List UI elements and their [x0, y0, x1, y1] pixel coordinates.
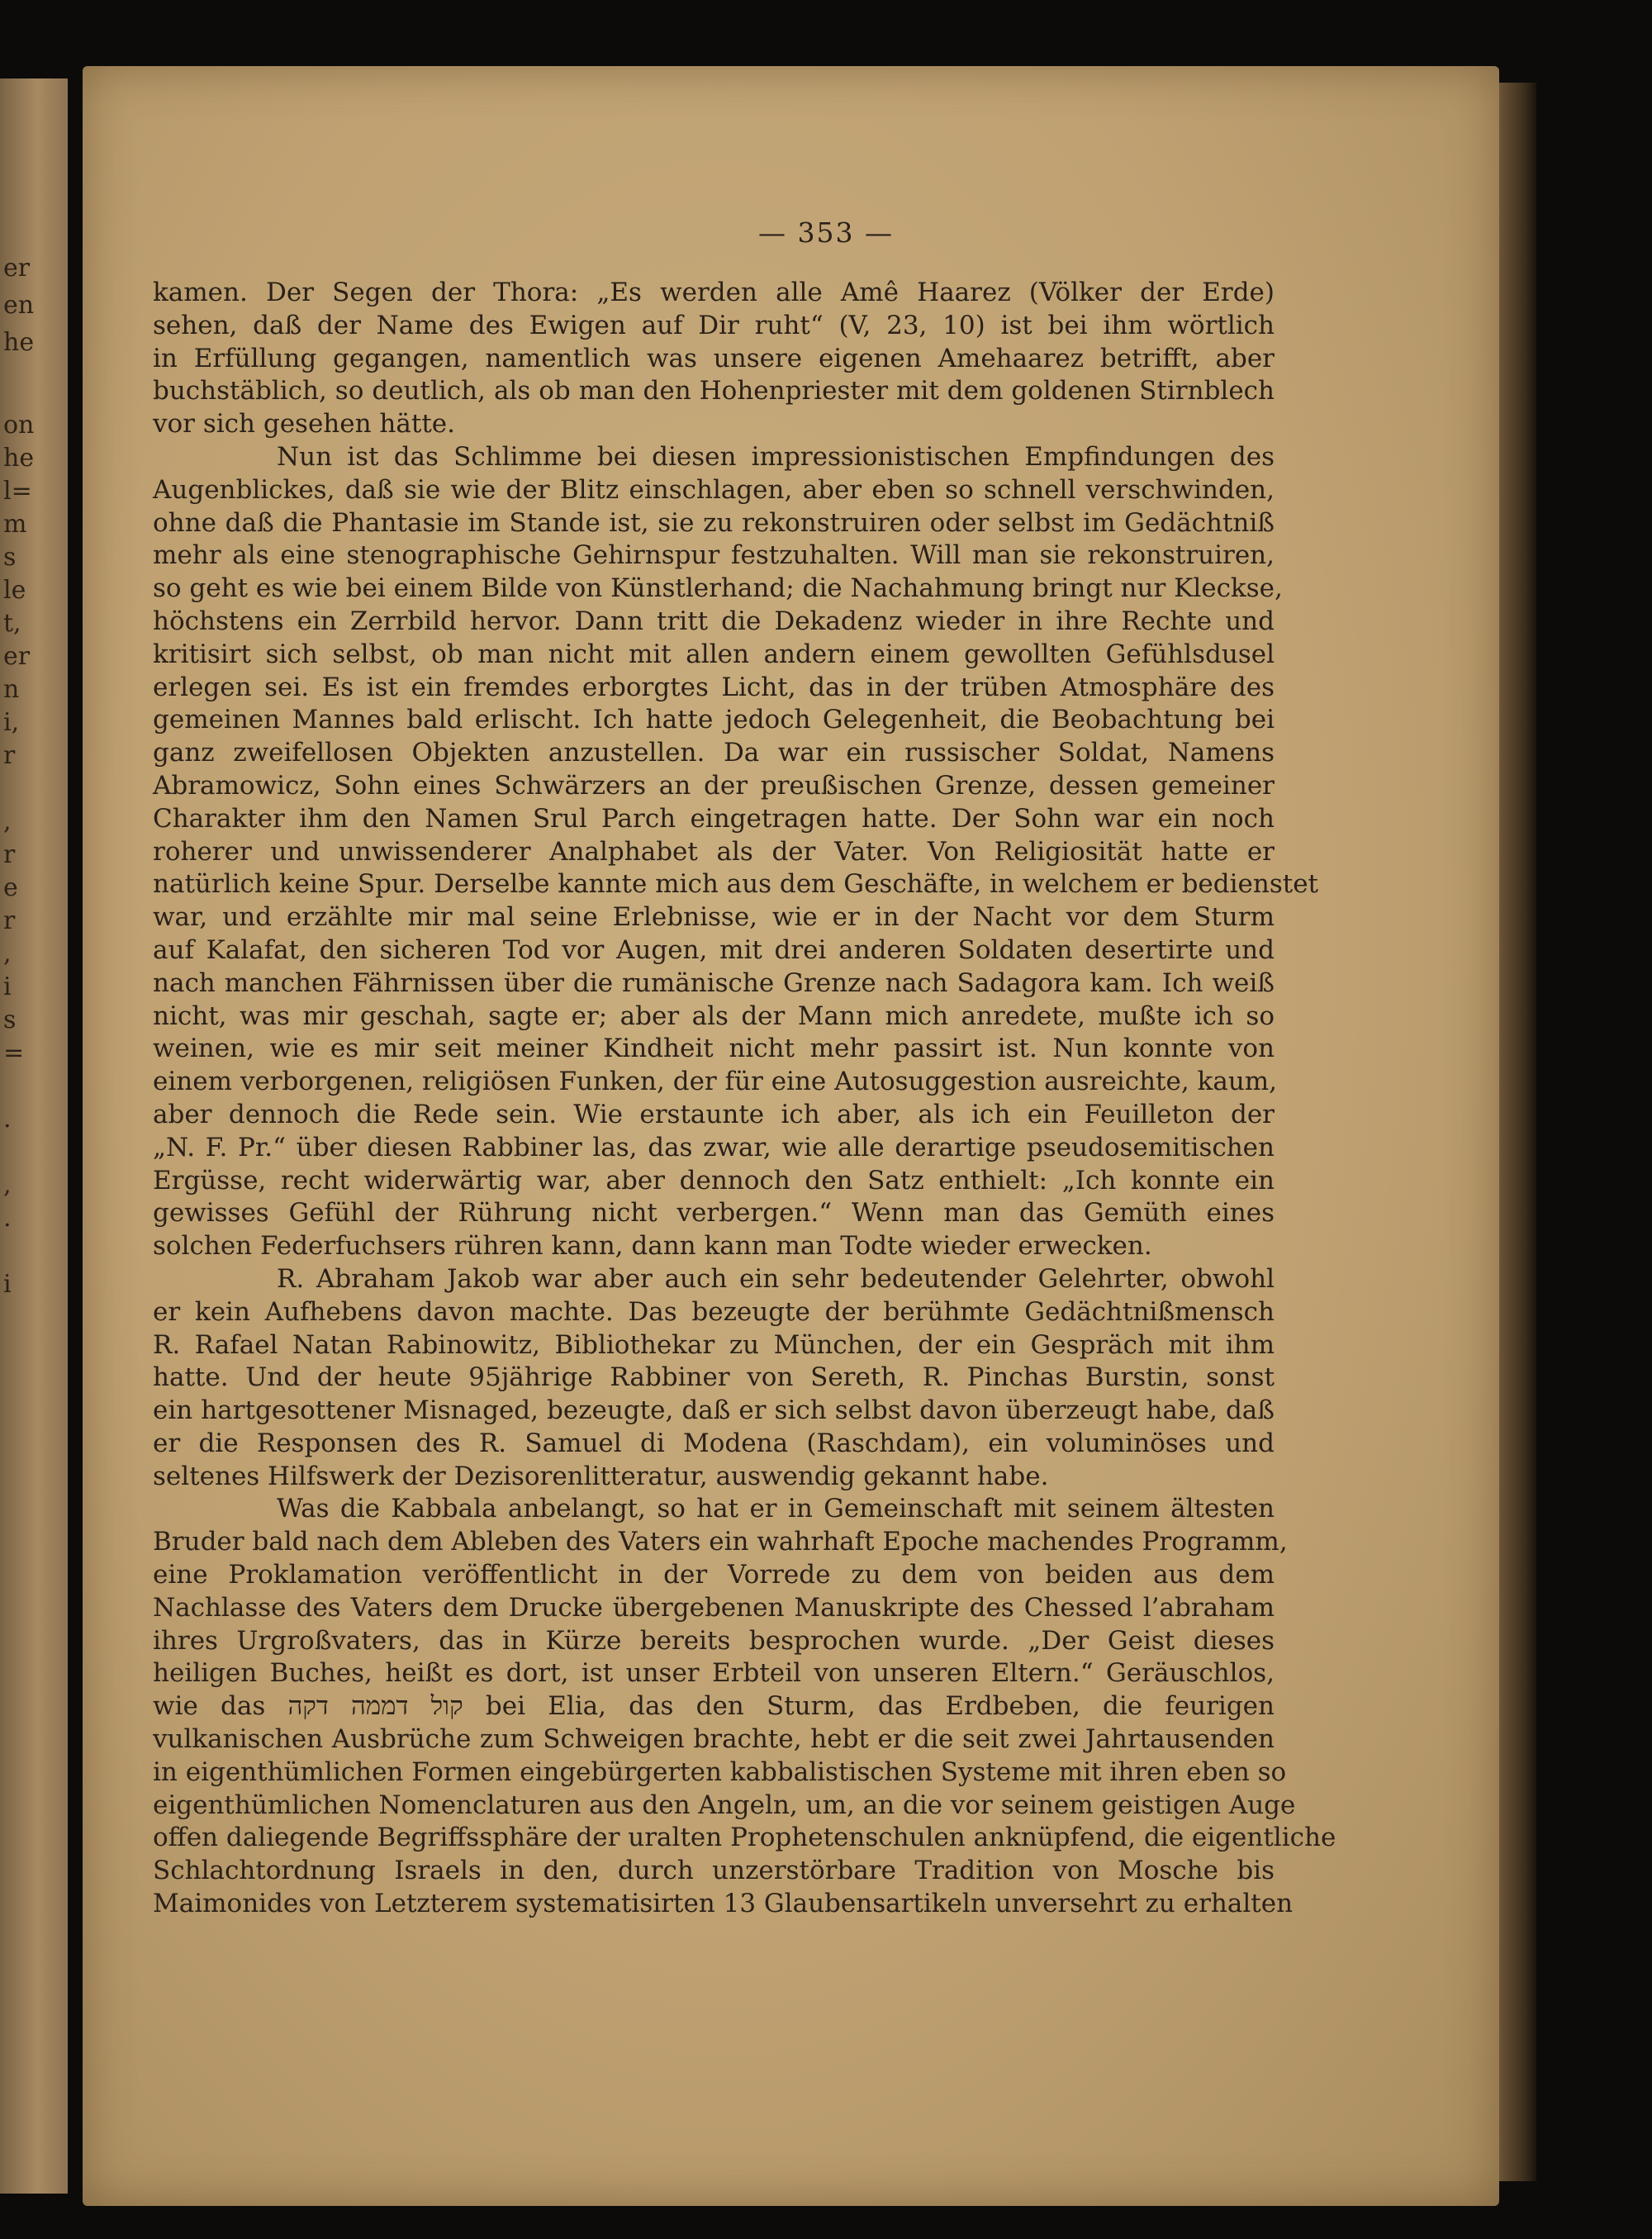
- prev-page-fragment: he: [3, 444, 35, 473]
- text-line: ohne daß die Phantasie im Stande ist, sie zu rekonstruiren oder selbst im Gedächtniß: [153, 507, 1275, 538]
- prev-page-fragment: m: [3, 510, 27, 539]
- prev-page-fragment: er: [3, 254, 31, 283]
- text-line: ihres Urgroßvaters, das in Kürze bereits besprochen wurde. „Der Geist dieses: [153, 1625, 1275, 1656]
- text-line: höchstens ein Zerrbild hervor. Dann tritt die Dekadenz wieder in ihre Rechte und: [153, 606, 1275, 636]
- prev-page-fragment: s: [3, 543, 17, 572]
- text-line: ganz zweifellosen Objekten anzustellen. Da war ein russischer Soldat, Namens: [153, 738, 1275, 768]
- text-line: ein hartgesottener Misnaged, bezeugte, daß er sich selbst davon überzeugt habe, daß: [153, 1395, 1275, 1426]
- prev-page-fragment: ,: [3, 807, 12, 836]
- prev-page-fragment: =: [3, 1039, 25, 1067]
- previous-page-edge: [0, 78, 68, 2194]
- text-line: roherer und unwissenderer Analphabet als der Vater. Von Religiosität hatte er: [153, 836, 1275, 867]
- text-line: solchen Federfuchsers rühren kann, dann kann man Todte wieder erwecken.: [153, 1231, 1152, 1262]
- text-line: Augenblickes, daß sie wie der Blitz einschlagen, aber eben so schnell verschwinden,: [153, 474, 1275, 505]
- prev-page-fragment: s: [3, 1005, 17, 1034]
- text-line: vor sich gesehen hätte.: [153, 409, 455, 440]
- text-line: erlegen sei. Es ist ein fremdes erborgtes Licht, das in der trüben Atmosphäre des: [153, 672, 1275, 702]
- prev-page-fragment: er: [3, 642, 31, 671]
- text-line: eigenthümlichen Nomenclaturen aus den Angeln, um, an die vor seinem geistigen Auge: [153, 1790, 1296, 1820]
- text-line: Schlachtordnung Israels in den, durch unzerstörbare Tradition von Mosche bis: [153, 1856, 1275, 1886]
- page-number: — 353 —: [758, 216, 894, 249]
- text-line: R. Abraham Jakob war aber auch ein sehr bedeutender Gelehrter, obwohl: [277, 1263, 1275, 1294]
- prev-page-fragment: i,: [3, 708, 20, 737]
- prev-page-fragment: n: [3, 675, 20, 704]
- prev-page-fragment: on: [3, 411, 35, 440]
- text-line: weinen, wie es mir seit meiner Kindheit nicht mehr passirt ist. Nun konnte von: [153, 1034, 1275, 1064]
- text-line: einem verborgenen, religiösen Funken, der für eine Autosuggestion ausreichte, kaum,: [153, 1067, 1278, 1097]
- prev-page-fragment: .: [3, 1105, 12, 1134]
- text-line: kritisirt sich selbst, ob man nicht mit allen andern einem gewollten Gefühlsdusel: [153, 639, 1275, 669]
- text-line: vulkanischen Ausbrüche zum Schweigen brachte, hebt er die seit zwei Jahrtausenden: [153, 1724, 1275, 1755]
- prev-page-fragment: en: [3, 291, 35, 320]
- text-line: Was die Kabbala anbelangt, so hat er in Gemeinschaft mit seinem ältesten: [277, 1494, 1275, 1524]
- text-line: gewisses Gefühl der Rührung nicht verbergen.“ Wenn man das Gemüth eines: [153, 1198, 1275, 1229]
- text-line: natürlich keine Spur. Derselbe kannte mich aus dem Geschäfte, in welchem er bedienstet: [153, 869, 1319, 900]
- prev-page-fragment: ,: [3, 1171, 12, 1200]
- text-line: buchstäblich, so deutlich, als ob man den Hohenpriester mit dem goldenen Stirnblech: [153, 376, 1275, 406]
- prev-page-fragment: l=: [3, 477, 32, 506]
- body-text: [153, 277, 1336, 1921]
- text-line: er kein Aufhebens davon machte. Das bezeugte der berühmte Gedächtnißmensch: [153, 1296, 1275, 1327]
- text-line: kamen. Der Segen der Thora: „Es werden alle Amê Haarez (Völker der Erde): [153, 278, 1275, 307]
- text-line: Maimonides von Letzterem systematisirten 13 Glaubensartikeln unversehrt zu erhalten: [153, 1889, 1294, 1919]
- text-line: in Erfüllung gegangen, namentlich was unsere eigenen Amehaarez betrifft, aber: [153, 343, 1275, 373]
- prev-page-fragment: t,: [3, 609, 21, 638]
- text-line: heiligen Buches, heißt es dort, ist unser Erbteil von unseren Eltern.“ Geräuschlos,: [153, 1658, 1275, 1689]
- prev-page-fragment: r: [3, 840, 16, 869]
- text-line: nicht, was mir geschah, sagte er; aber als der Mann mich anredete, mußte ich so: [153, 1001, 1275, 1031]
- text-line: Nachlasse des Vaters dem Drucke übergebenen Manuskripte des Chessed l’abraham: [153, 1592, 1275, 1623]
- prev-page-fragment: r: [3, 906, 16, 935]
- text-line: „N. F. Pr.“ über diesen Rabbiner las, das zwar, wie alle derartige pseudosemitischen: [153, 1132, 1275, 1162]
- text-line: war, und erzählte mir mal seine Erlebnisse, wie er in der Nacht vor dem Sturm: [153, 902, 1275, 933]
- text-line: Bruder bald nach dem Ableben des Vaters ein wahrhaft Epoche machendes Programm,: [153, 1527, 1288, 1557]
- text-line: nach manchen Fährnissen über die rumänische Grenze nach Sadagora kam. Ich weiß: [153, 967, 1275, 998]
- text-line: eine Proklamation veröffentlicht in der Vorrede zu dem von beiden aus dem: [153, 1560, 1275, 1590]
- text-line: Nun ist das Schlimme bei diesen impressionistischen Empfindungen des: [277, 441, 1275, 472]
- prev-page-fragment: r: [3, 741, 16, 770]
- prev-page-fragment: i: [3, 1270, 12, 1299]
- text-line: in eigenthümlichen Formen eingebürgerten kabbalistischen Systeme mit ihren eben so: [153, 1756, 1287, 1787]
- prev-page-fragment: le: [3, 576, 26, 605]
- text-line: R. Rafael Natan Rabinowitz, Bibliothekar zu München, der ein Gespräch mit ihm: [153, 1329, 1275, 1360]
- text-line: offen daliegende Begriffssphäre der uralten Prophetenschulen anknüpfend, die eigentliche: [153, 1823, 1336, 1853]
- text-line: Ergüsse, recht widerwärtig war, aber dennoch den Satz enthielt: „Ich konnte ein: [153, 1165, 1275, 1196]
- prev-page-fragment: ,: [3, 939, 12, 968]
- prev-page-fragment: he: [3, 328, 35, 357]
- text-line: gemeinen Mannes bald erlischt. Ich hatte jedoch Gelegenheit, die Beobachtung bei: [153, 705, 1275, 735]
- text-line: mehr als eine stenographische Gehirnspur festzuhalten. Will man sie rekonstruiren,: [153, 540, 1275, 571]
- prev-page-fragment: .: [3, 1204, 12, 1233]
- text-line: auf Kalafat, den sicheren Tod vor Augen, mit drei anderen Soldaten desertirte und: [153, 934, 1275, 965]
- prev-page-fragment: e: [3, 873, 18, 902]
- text-line: Abramowicz, Sohn eines Schwärzers an der preußischen Grenze, dessen gemeiner: [153, 770, 1275, 801]
- text-line: seltenes Hilfswerk der Dezisorenlitteratur, auswendig gekannt habe.: [153, 1461, 1049, 1491]
- text-line: so geht es wie bei einem Bilde von Künstlerhand; die Nachahmung bringt nur Kleckse,: [153, 573, 1283, 604]
- text-line: er die Responsen des R. Samuel di Modena (Raschdam), ein voluminöses und: [153, 1428, 1275, 1458]
- text-line: Charakter ihm den Namen Srul Parch eingetragen hatte. Der Sohn war ein noch: [153, 803, 1275, 834]
- book-page-edge: [1499, 83, 1536, 2181]
- text-line: aber dennoch die Rede sein. Wie erstaunte ich aber, als ich ein Feuilleton der: [153, 1099, 1275, 1129]
- prev-page-fragment: i: [3, 972, 12, 1001]
- text-line: wie das קול דממה דקה bei Elia, das den Sturm, das Erdbeben, die feurigen: [153, 1691, 1275, 1722]
- text-line: hatte. Und der heute 95jährige Rabbiner von Sereth, R. Pinchas Burstin, sonst: [153, 1362, 1275, 1393]
- text-line: sehen, daß der Name des Ewigen auf Dir ruht“ (V, 23, 10) ist bei ihm wörtlich: [153, 310, 1275, 340]
